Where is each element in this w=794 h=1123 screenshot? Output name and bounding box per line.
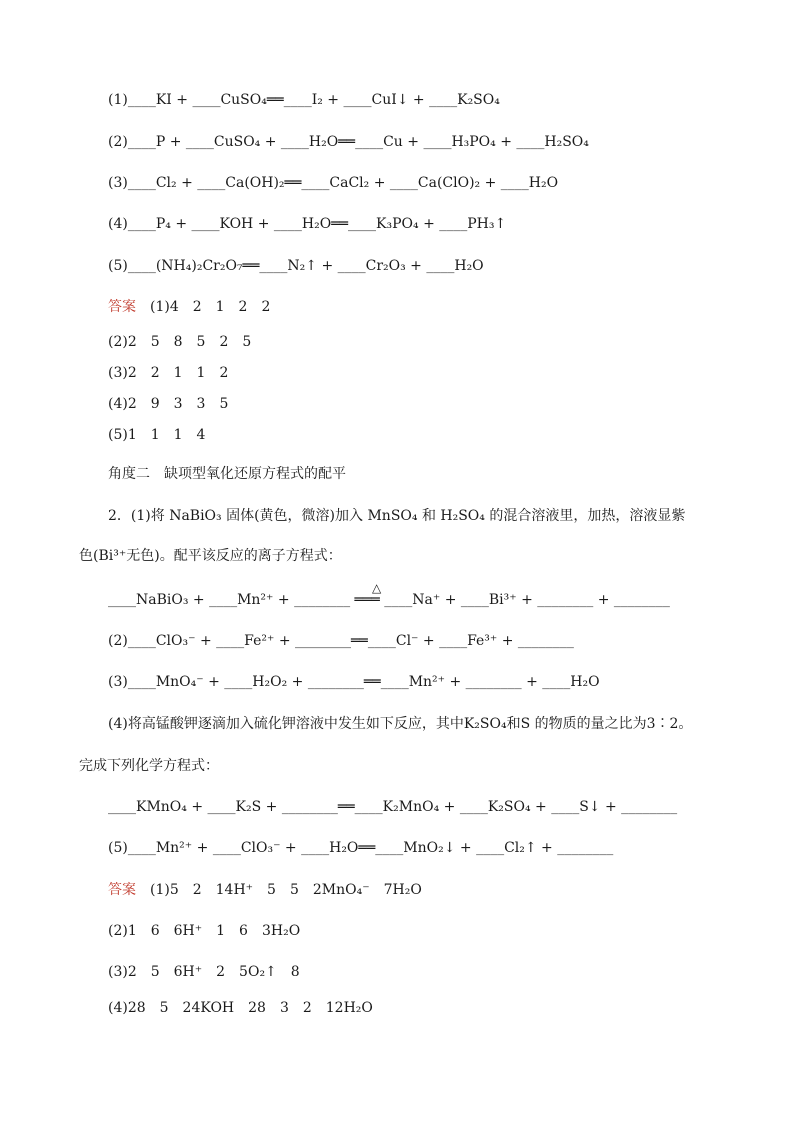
q2-equation-2: (2)____ClO₃⁻ + ____Fe²⁺ + ________══____Cl⁻ + ____Fe³⁺ + ________ [108, 633, 574, 649]
q2-intro-line-2: 色(Bi³⁺无色)。配平该反应的离子方程式： [79, 548, 342, 564]
answer-1-row-2: (2)2 5 8 5 2 5 [108, 334, 252, 350]
answer-2-row-2: (2)1 6 6H⁺ 1 6 3H₂O [108, 923, 301, 939]
equation-1: (1)____KI + ____CuSO₄══____I₂ + ____CuI↓ + ____K₂SO₄ [108, 92, 500, 108]
answer-1-row-3: (3)2 2 1 1 2 [108, 365, 229, 381]
answer-2-row-4: (4)28 5 24KOH 28 3 2 12H₂O [108, 1000, 373, 1016]
answer-2-row-1 [108, 880, 422, 900]
answer-label: 答案 [108, 299, 136, 315]
answer-label: 答案 [108, 882, 136, 898]
q2-part4-instruction: 完成下列化学方程式： [79, 758, 219, 774]
q2-equation-5: (5)____Mn²⁺ + ____ClO₃⁻ + ____H₂O══____MnO₂↓ + ____Cl₂↑ + ________ [108, 840, 614, 856]
equation-2: (2)____P + ____CuSO₄ + ____H₂O══____Cu + ____H₃PO₄ + ____H₂SO₄ [108, 134, 589, 150]
answer-1-row-1 [108, 297, 270, 317]
answer-text: (1)4 2 1 2 2 [150, 299, 271, 315]
section-title: 角度二 缺项型氧化还原方程式的配平 [108, 466, 346, 482]
q2-equation-3: (3)____MnO₄⁻ + ____H₂O₂ + ________══____Mn²⁺ + ________ + ____H₂O [108, 674, 600, 690]
equation-4: (4)____P₄ + ____KOH + ____H₂O══____K₃PO₄ + ____PH₃↑ [108, 216, 507, 232]
equation-3: (3)____Cl₂ + ____Ca(OH)₂══____CaCl₂ + ____Ca(ClO)₂ + ____H₂O [108, 175, 559, 191]
heat-symbol: △ [372, 581, 382, 595]
q2-intro-line-1: 2．(1)将 NaBiO₃ 固体(黄色，微溶)加入 MnSO₄ 和 H₂SO₄ 的混合溶液里，加热，溶液显紫 [108, 508, 686, 524]
q2-equation-4: ____KMnO₄ + ____K₂S + ________══____K₂MnO₄ + ____K₂SO₄ + ____S↓ + ________ [108, 799, 678, 815]
q2-part4-text: (4)将高锰酸钾逐滴加入硫化钾溶液中发生如下反应，其中K₂SO₄和S 的物质的量之比为3∶2。 [108, 716, 693, 732]
answer-text: (1)5 2 14H⁺ 5 5 2MnO₄⁻ 7H₂O [150, 882, 422, 898]
answer-2-row-3: (3)2 5 6H⁺ 2 5O₂↑ 8 [108, 964, 300, 980]
equation-5: (5)____(NH₄)₂Cr₂O₇══____N₂↑ + ____Cr₂O₃ + ____H₂O [108, 258, 484, 274]
q2-equation-1: ____NaBiO₃ + ____Mn²⁺ + ________ ═══ ____Na⁺ + ____Bi³⁺ + ________ + ________ [108, 592, 670, 608]
answer-1-row-5: (5)1 1 1 4 [108, 427, 206, 443]
answer-1-row-4: (4)2 9 3 3 5 [108, 396, 229, 412]
